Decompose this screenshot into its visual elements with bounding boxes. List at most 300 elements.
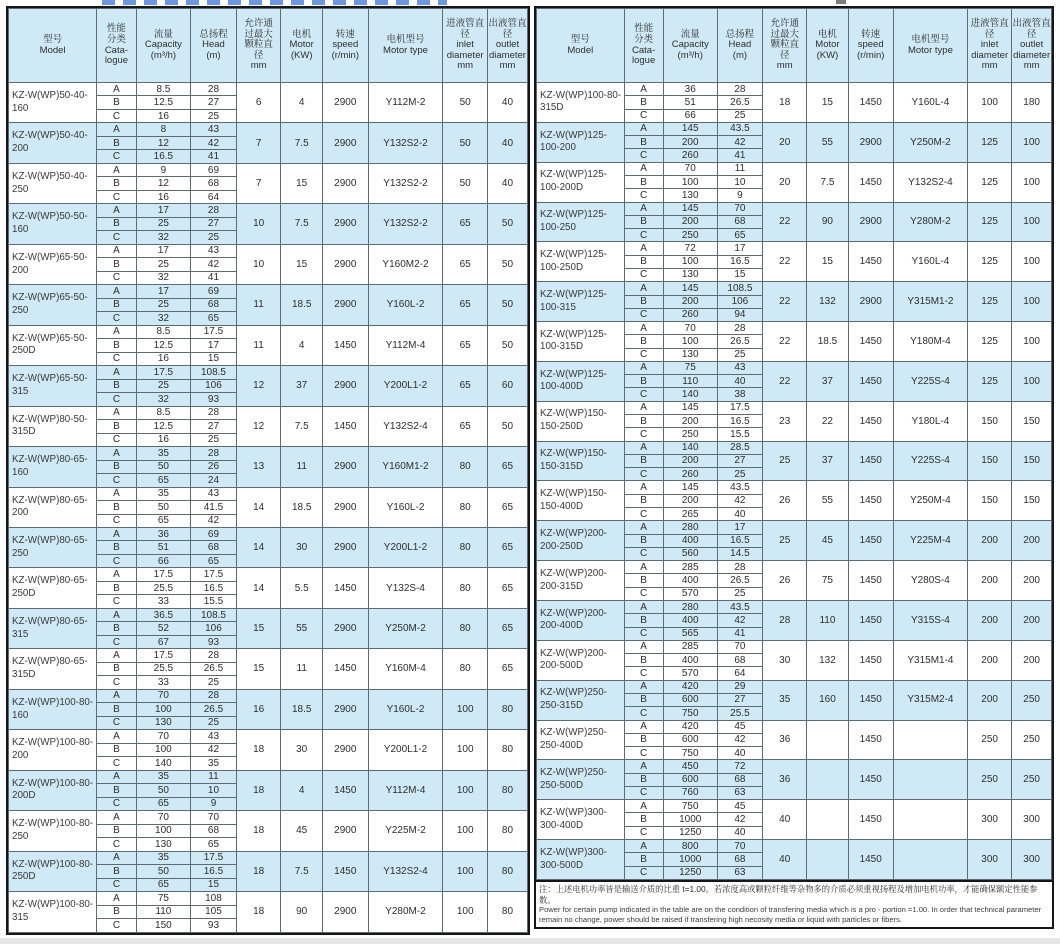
capacity-cell: 25: [136, 379, 190, 392]
motor-type-cell: Y160L-2: [368, 285, 443, 325]
particle-size-cell: 13: [236, 447, 281, 487]
inlet-diameter-cell: 150: [968, 401, 1012, 441]
outlet-diameter-cell: 65: [487, 527, 527, 567]
speed-cell: 1450: [322, 649, 368, 689]
capacity-cell: 32: [136, 393, 190, 406]
particle-size-cell: 18: [763, 83, 807, 123]
head-cell: 70: [191, 811, 237, 824]
outlet-diameter-cell: 80: [487, 811, 527, 851]
speed-cell: 2900: [322, 285, 368, 325]
capacity-cell: 450: [663, 760, 717, 773]
head-cell: 26.5: [717, 335, 762, 348]
speed-cell: 1450: [848, 441, 893, 481]
head-cell: 25: [717, 468, 762, 481]
outlet-diameter-cell: 100: [1012, 361, 1052, 401]
inlet-diameter-cell: 65: [443, 406, 488, 446]
catalogue-cell: A: [97, 527, 136, 540]
motor-type-cell: Y132S2-2: [368, 163, 443, 203]
head-cell: 42: [191, 743, 237, 756]
catalogue-cell: B: [97, 865, 136, 878]
head-cell: 17.5: [191, 568, 237, 581]
head-cell: 27: [191, 420, 237, 433]
catalogue-cell: B: [97, 703, 136, 716]
header-head: 总扬程 Head (m): [717, 9, 762, 83]
inlet-diameter-cell: 100: [443, 892, 488, 933]
catalogue-cell: C: [624, 866, 663, 879]
motor-type-cell: Y132S2-4: [368, 406, 443, 446]
catalogue-cell: C: [624, 707, 663, 720]
head-cell: 70: [717, 202, 762, 215]
particle-size-cell: 23: [763, 401, 807, 441]
motor-power-cell: 7.5: [281, 204, 323, 244]
catalogue-cell: B: [97, 379, 136, 392]
capacity-cell: 400: [663, 614, 717, 627]
particle-size-cell: 6: [236, 83, 281, 123]
inlet-diameter-cell: 200: [968, 561, 1012, 601]
inlet-diameter-cell: 125: [968, 162, 1012, 202]
head-cell: 64: [191, 190, 237, 203]
motor-power-cell: 18.5: [281, 689, 323, 729]
head-cell: 28: [717, 83, 762, 96]
motor-type-cell: Y315M1-4: [893, 640, 967, 680]
head-cell: 28: [191, 649, 237, 662]
catalogue-cell: C: [624, 109, 663, 122]
catalogue-cell: A: [97, 83, 136, 96]
capacity-cell: 750: [663, 747, 717, 760]
catalogue-cell: A: [97, 608, 136, 621]
inlet-diameter-cell: 50: [443, 123, 488, 163]
capacity-cell: 25.5: [136, 662, 190, 675]
catalogue-cell: B: [624, 96, 663, 109]
capacity-cell: 285: [663, 640, 717, 653]
footnote-english: Power for certain pump indicated in the table are on the condition of transfering media which is a pro - portion =1.00. In order that technical parameter remain no change, power should be raised if transfering high necosity media or liquid with particles or fibers.: [539, 905, 1042, 924]
capacity-cell: 9: [136, 163, 190, 176]
catalogue-cell: A: [624, 720, 663, 733]
head-cell: 43.5: [717, 481, 762, 494]
header-speed: 转速 speed (r/min): [848, 9, 893, 83]
motor-type-cell: Y160L-2: [368, 487, 443, 527]
inlet-diameter-cell: 65: [443, 366, 488, 406]
outlet-diameter-cell: 100: [1012, 122, 1052, 162]
capacity-cell: 16: [136, 352, 190, 365]
speed-cell: 2900: [322, 83, 368, 123]
capacity-cell: 75: [663, 361, 717, 374]
head-cell: 69: [191, 285, 237, 298]
catalogue-cell: A: [624, 561, 663, 574]
head-cell: 42: [191, 514, 237, 527]
capacity-cell: 200: [663, 494, 717, 507]
header-row: [9, 9, 528, 83]
catalogue-cell: A: [97, 366, 136, 379]
head-cell: 40: [717, 747, 762, 760]
head-cell: 15: [191, 352, 237, 365]
model-cell: KZ-W(WP)250-250-315D: [537, 680, 625, 720]
model-cell: KZ-W(WP)50-50-160: [9, 204, 97, 244]
head-cell: 69: [191, 527, 237, 540]
catalogue-cell: B: [624, 534, 663, 547]
capacity-cell: 100: [136, 824, 190, 837]
header-model: 型号 Model: [537, 9, 625, 83]
inlet-diameter-cell: 80: [443, 447, 488, 487]
catalogue-cell: C: [97, 635, 136, 648]
model-cell: KZ-W(WP)100-80-315D: [537, 83, 625, 123]
head-cell: 41: [191, 150, 237, 163]
capacity-cell: 17: [136, 244, 190, 257]
motor-power-cell: 5.5: [281, 568, 323, 608]
head-cell: 24: [191, 474, 237, 487]
table-row: [537, 800, 1052, 813]
catalogue-cell: A: [97, 730, 136, 743]
head-cell: 17.5: [191, 851, 237, 864]
catalogue-cell: B: [97, 217, 136, 230]
model-cell: KZ-W(WP)80-50-315D: [9, 406, 97, 446]
table-row: [9, 851, 528, 864]
catalogue-cell: C: [97, 797, 136, 810]
speed-cell: 1450: [322, 325, 368, 365]
capacity-cell: 65: [136, 797, 190, 810]
catalogue-cell: B: [624, 494, 663, 507]
catalogue-cell: C: [97, 231, 136, 244]
capacity-cell: 50: [136, 784, 190, 797]
model-cell: KZ-W(WP)100-80-200D: [9, 770, 97, 810]
catalogue-cell: A: [97, 811, 136, 824]
capacity-cell: 200: [663, 136, 717, 149]
speed-cell: 1450: [848, 840, 893, 880]
outlet-diameter-cell: 60: [487, 366, 527, 406]
particle-size-cell: 40: [763, 840, 807, 880]
capacity-cell: 32: [136, 312, 190, 325]
capacity-cell: 110: [136, 905, 190, 918]
model-cell: KZ-W(WP)65-50-250D: [9, 325, 97, 365]
catalogue-cell: B: [624, 574, 663, 587]
catalogue-cell: A: [624, 640, 663, 653]
head-cell: 43: [191, 244, 237, 257]
head-cell: 68: [191, 177, 237, 190]
capacity-cell: 16: [136, 190, 190, 203]
capacity-cell: 70: [136, 689, 190, 702]
catalogue-cell: B: [97, 136, 136, 149]
table-row: [537, 282, 1052, 295]
catalogue-cell: B: [624, 295, 663, 308]
speed-cell: 1450: [322, 770, 368, 810]
model-cell: KZ-W(WP)200-200-250D: [537, 521, 625, 561]
catalogue-cell: B: [624, 255, 663, 268]
particle-size-cell: 15: [236, 649, 281, 689]
catalogue-cell: B: [97, 298, 136, 311]
capacity-cell: 250: [663, 229, 717, 242]
capacity-cell: 70: [663, 322, 717, 335]
outlet-diameter-cell: 300: [1012, 840, 1052, 880]
motor-power-cell: 132: [807, 282, 848, 322]
inlet-diameter-cell: 150: [968, 441, 1012, 481]
model-cell: KZ-W(WP)125-100-200D: [537, 162, 625, 202]
capacity-cell: 100: [663, 335, 717, 348]
motor-power-cell: 18.5: [281, 487, 323, 527]
particle-size-cell: 12: [236, 366, 281, 406]
catalogue-cell: A: [624, 162, 663, 175]
table-row: [537, 122, 1052, 135]
catalogue-cell: C: [624, 468, 663, 481]
model-cell: KZ-W(WP)125-100-315D: [537, 322, 625, 362]
motor-power-cell: 7.5: [807, 162, 848, 202]
catalogue-cell: A: [624, 322, 663, 335]
capacity-cell: 36: [136, 527, 190, 540]
capacity-cell: 750: [663, 707, 717, 720]
capacity-cell: 800: [663, 840, 717, 853]
head-cell: 94: [717, 308, 762, 321]
model-cell: KZ-W(WP)100-80-250D: [9, 851, 97, 891]
catalogue-cell: A: [97, 770, 136, 783]
capacity-cell: 1250: [663, 866, 717, 879]
head-cell: 25: [191, 231, 237, 244]
table-row: [9, 285, 528, 298]
capacity-cell: 17.5: [136, 366, 190, 379]
motor-type-cell: Y180M-4: [893, 322, 967, 362]
capacity-cell: 35: [136, 487, 190, 500]
motor-power-cell: 4: [281, 770, 323, 810]
motor-type-cell: Y132S2-2: [368, 123, 443, 163]
capacity-cell: 35: [136, 770, 190, 783]
speed-cell: 1450: [322, 406, 368, 446]
particle-size-cell: 40: [763, 800, 807, 840]
table-row: [9, 244, 528, 257]
speed-cell: 1450: [848, 521, 893, 561]
catalogue-cell: A: [97, 406, 136, 419]
head-cell: 42: [717, 494, 762, 507]
catalogue-cell: B: [97, 622, 136, 635]
capacity-cell: 200: [663, 454, 717, 467]
cropped-title-fragment: [102, 0, 447, 5]
motor-power-cell: [807, 720, 848, 760]
outlet-diameter-cell: 50: [487, 204, 527, 244]
catalogue-cell: B: [97, 784, 136, 797]
capacity-cell: 25: [136, 217, 190, 230]
head-cell: 16.5: [717, 415, 762, 428]
particle-size-cell: 10: [236, 244, 281, 284]
capacity-cell: 70: [663, 162, 717, 175]
catalogue-cell: C: [97, 190, 136, 203]
inlet-diameter-cell: 100: [443, 851, 488, 891]
motor-power-cell: 110: [807, 600, 848, 640]
inlet-diameter-cell: 80: [443, 568, 488, 608]
capacity-cell: 33: [136, 595, 190, 608]
particle-size-cell: 20: [763, 122, 807, 162]
outlet-diameter-cell: 200: [1012, 600, 1052, 640]
table-row: [537, 322, 1052, 335]
motor-type-cell: Y132S2-2: [368, 204, 443, 244]
capacity-cell: 760: [663, 786, 717, 799]
model-cell: KZ-W(WP)250-250-500D: [537, 760, 625, 800]
header-catalogue: 性能 分类 Cata- logue: [624, 9, 663, 83]
speed-cell: 1450: [322, 851, 368, 891]
speed-cell: 1450: [848, 800, 893, 840]
table-row: [537, 202, 1052, 215]
catalogue-cell: C: [97, 716, 136, 729]
capacity-cell: 600: [663, 733, 717, 746]
catalogue-cell: B: [624, 654, 663, 667]
head-cell: 93: [191, 635, 237, 648]
catalogue-cell: B: [97, 541, 136, 554]
inlet-diameter-cell: 65: [443, 244, 488, 284]
table-row: [9, 406, 528, 419]
inlet-diameter-cell: 50: [443, 83, 488, 123]
table-row: [9, 83, 528, 96]
head-cell: 68: [191, 541, 237, 554]
catalogue-cell: C: [624, 547, 663, 560]
head-cell: 27: [191, 217, 237, 230]
motor-type-cell: Y250M-2: [368, 608, 443, 648]
motor-type-cell: Y315M2-4: [893, 680, 967, 720]
capacity-cell: 100: [136, 743, 190, 756]
motor-type-cell: Y160L-4: [893, 83, 967, 123]
motor-power-cell: 7.5: [281, 851, 323, 891]
head-cell: 25: [717, 109, 762, 122]
particle-size-cell: 20: [763, 162, 807, 202]
particle-size-cell: 22: [763, 242, 807, 282]
capacity-cell: 16: [136, 433, 190, 446]
catalogue-cell: B: [624, 693, 663, 706]
table-row: [9, 366, 528, 379]
capacity-cell: 565: [663, 627, 717, 640]
model-cell: KZ-W(WP)200-200-400D: [537, 600, 625, 640]
head-cell: 16.5: [191, 865, 237, 878]
speed-cell: 1450: [848, 680, 893, 720]
catalogue-cell: B: [624, 773, 663, 786]
speed-cell: 2900: [322, 244, 368, 284]
model-cell: KZ-W(WP)300-300-500D: [537, 840, 625, 880]
spec-table-left-panel: [6, 6, 530, 935]
motor-type-cell: Y225S-4: [893, 441, 967, 481]
catalogue-cell: B: [624, 136, 663, 149]
catalogue-cell: B: [624, 375, 663, 388]
motor-power-cell: 37: [807, 361, 848, 401]
catalogue-cell: A: [97, 851, 136, 864]
head-cell: 16.5: [191, 581, 237, 594]
head-cell: 42: [191, 136, 237, 149]
speed-cell: 1450: [848, 481, 893, 521]
outlet-diameter-cell: 300: [1012, 800, 1052, 840]
capacity-cell: 32: [136, 271, 190, 284]
outlet-diameter-cell: 100: [1012, 322, 1052, 362]
model-cell: KZ-W(WP)65-50-315: [9, 366, 97, 406]
model-cell: KZ-W(WP)50-40-160: [9, 83, 97, 123]
outlet-diameter-cell: 50: [487, 244, 527, 284]
motor-power-cell: 22: [807, 401, 848, 441]
table-row: [537, 441, 1052, 454]
catalogue-cell: B: [97, 743, 136, 756]
pump-spec-table-left: [8, 8, 528, 933]
motor-type-cell: Y160L-2: [368, 689, 443, 729]
capacity-cell: 130: [663, 189, 717, 202]
outlet-diameter-cell: 80: [487, 770, 527, 810]
speed-cell: 1450: [848, 361, 893, 401]
capacity-cell: 17.5: [136, 568, 190, 581]
catalogue-cell: C: [624, 268, 663, 281]
head-cell: 43.5: [717, 122, 762, 135]
table-row: [537, 481, 1052, 494]
capacity-cell: 420: [663, 680, 717, 693]
head-cell: 42: [717, 813, 762, 826]
catalogue-cell: B: [624, 335, 663, 348]
particle-size-cell: 18: [236, 770, 281, 810]
model-cell: KZ-W(WP)250-250-400D: [537, 720, 625, 760]
particle-size-cell: 7: [236, 163, 281, 203]
model-cell: KZ-W(WP)125-100-250D: [537, 242, 625, 282]
inlet-diameter-cell: 100: [443, 811, 488, 851]
particle-size-cell: 35: [763, 680, 807, 720]
head-cell: 43: [191, 730, 237, 743]
header-outlet: 出液管直 径 outlet diameter mm: [487, 9, 527, 83]
model-cell: KZ-W(WP)125-100-250: [537, 202, 625, 242]
head-cell: 16.5: [717, 534, 762, 547]
particle-size-cell: 18: [236, 892, 281, 933]
motor-type-cell: Y160M2-2: [368, 244, 443, 284]
head-cell: 25: [717, 348, 762, 361]
cropped-title-mark: [836, 0, 846, 4]
spec-table-right-panel: [534, 6, 1054, 929]
head-cell: 29: [717, 680, 762, 693]
particle-size-cell: 18: [236, 730, 281, 770]
catalogue-cell: C: [624, 388, 663, 401]
capacity-cell: 260: [663, 468, 717, 481]
speed-cell: 1450: [848, 322, 893, 362]
outlet-diameter-cell: 150: [1012, 441, 1052, 481]
head-cell: 40: [717, 508, 762, 521]
motor-power-cell: [807, 800, 848, 840]
capacity-cell: 8.5: [136, 406, 190, 419]
table-row: [537, 760, 1052, 773]
particle-size-cell: 16: [236, 689, 281, 729]
particle-size-cell: 36: [763, 720, 807, 760]
capacity-cell: 70: [136, 811, 190, 824]
motor-type-cell: [893, 760, 967, 800]
capacity-cell: 17: [136, 285, 190, 298]
outlet-diameter-cell: 150: [1012, 401, 1052, 441]
catalogue-cell: A: [624, 83, 663, 96]
capacity-cell: 52: [136, 622, 190, 635]
head-cell: 25: [191, 109, 237, 122]
motor-power-cell: 4: [281, 83, 323, 123]
head-cell: 40: [717, 826, 762, 839]
capacity-cell: 12: [136, 177, 190, 190]
table-row: [537, 561, 1052, 574]
particle-size-cell: 22: [763, 322, 807, 362]
catalogue-cell: B: [97, 501, 136, 514]
inlet-diameter-cell: 100: [968, 83, 1012, 123]
head-cell: 68: [717, 654, 762, 667]
particle-size-cell: 25: [763, 441, 807, 481]
inlet-diameter-cell: 250: [968, 760, 1012, 800]
head-cell: 68: [191, 298, 237, 311]
motor-power-cell: 15: [281, 163, 323, 203]
particle-size-cell: 14: [236, 527, 281, 567]
page-bottom-strip: [0, 938, 1060, 944]
head-cell: 69: [191, 163, 237, 176]
capacity-cell: 36.5: [136, 608, 190, 621]
head-cell: 26.5: [717, 96, 762, 109]
outlet-diameter-cell: 180: [1012, 83, 1052, 123]
motor-type-cell: Y200L1-2: [368, 730, 443, 770]
particle-size-cell: 28: [763, 600, 807, 640]
outlet-diameter-cell: 100: [1012, 282, 1052, 322]
speed-cell: 2900: [848, 282, 893, 322]
catalogue-cell: B: [97, 96, 136, 109]
catalogue-cell: C: [97, 838, 136, 851]
capacity-cell: 200: [663, 295, 717, 308]
motor-power-cell: 55: [281, 608, 323, 648]
speed-cell: 2900: [322, 123, 368, 163]
motor-power-cell: 75: [807, 561, 848, 601]
